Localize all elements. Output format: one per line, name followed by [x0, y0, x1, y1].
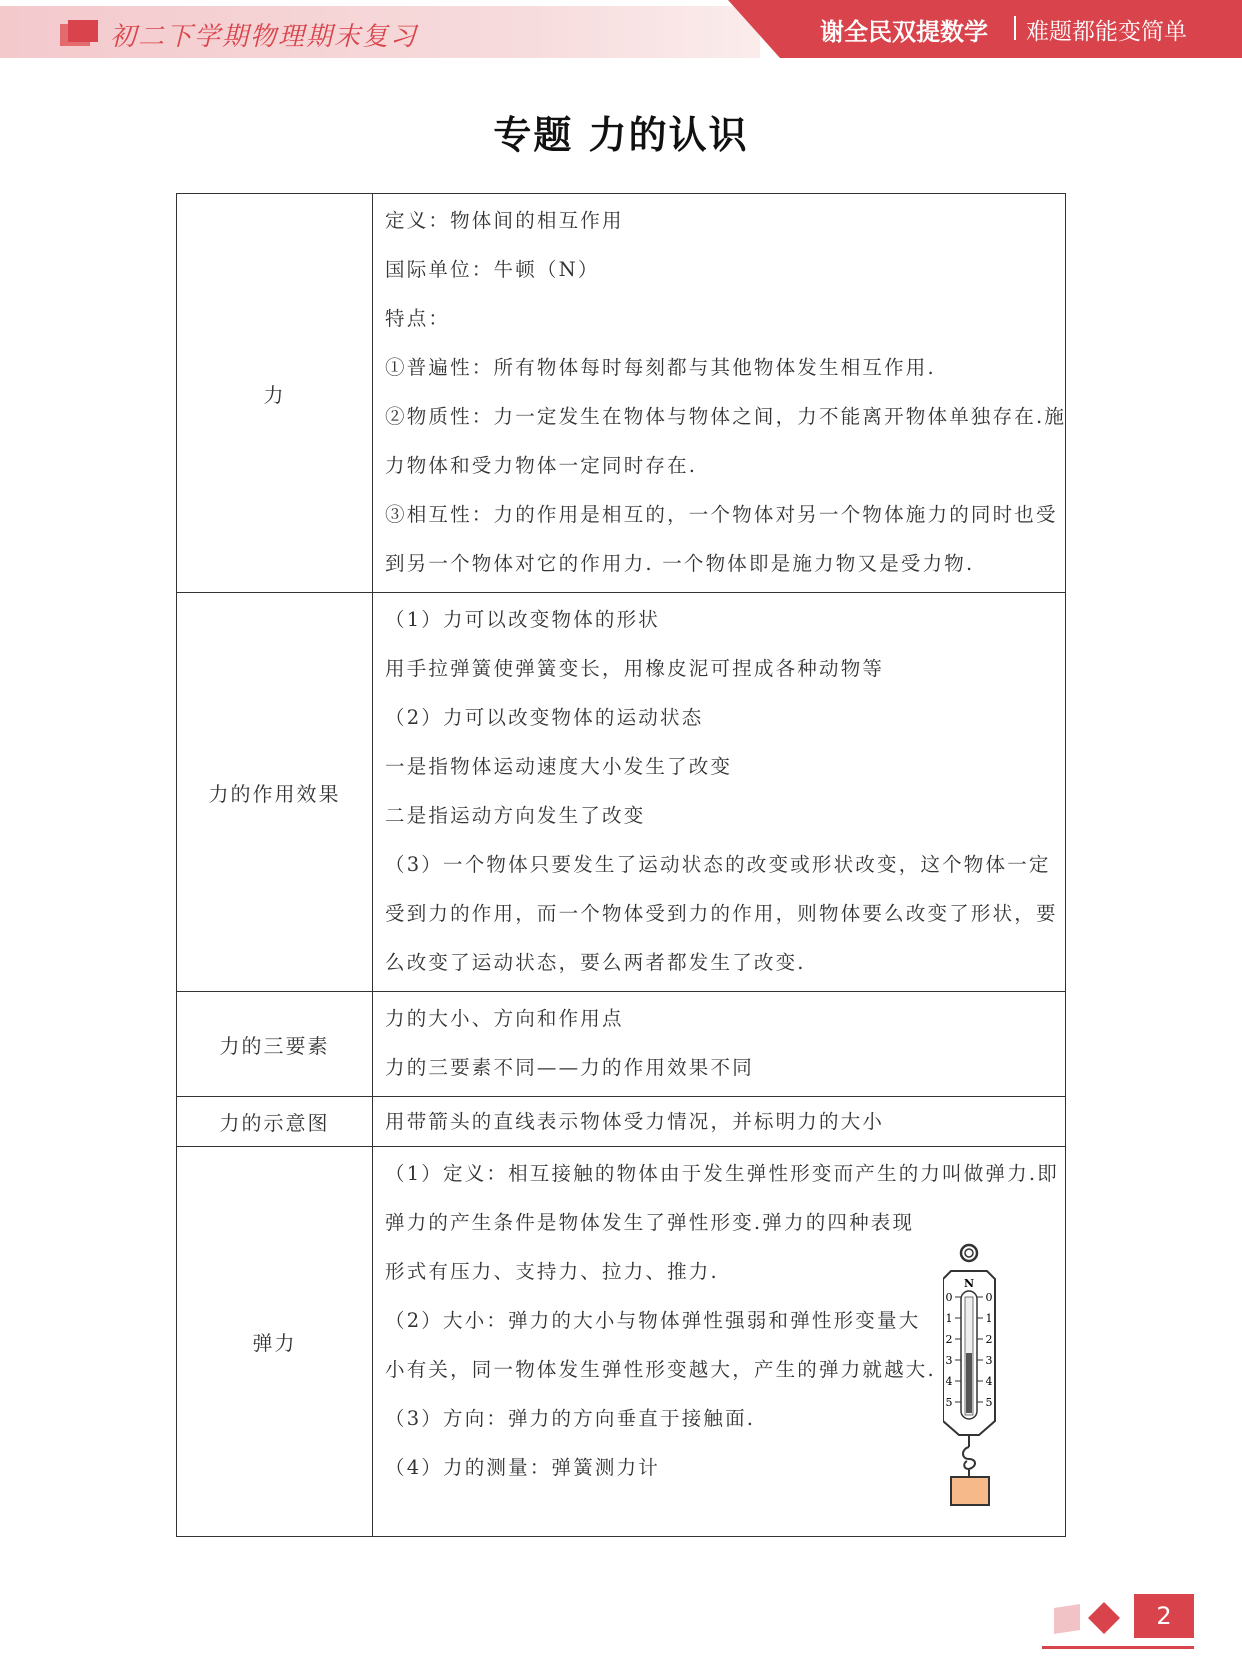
page-header [0, 0, 1242, 60]
header-brand: 谢全民双提数学 [820, 18, 988, 46]
row-content [373, 593, 1066, 992]
scale-tick-label: 4 [985, 1375, 993, 1388]
page-title: 专题 力的认识 [493, 113, 749, 157]
row-label: 弹力 [177, 1147, 373, 1537]
table-row [177, 1097, 1066, 1147]
row-label: 力 [177, 194, 373, 593]
content-line: ①普遍性：所有物体每时每刻都与其他物体发生相互作用. [385, 356, 936, 379]
scale-tick-label: 5 [945, 1396, 953, 1409]
footer-decoration-icon [1050, 1600, 1134, 1640]
content-line: 力物体和受力物体一定同时存在. [385, 454, 698, 477]
content-line: （3）方向：弹力的方向垂直于接触面. [385, 1407, 756, 1430]
content-line: （1）力可以改变物体的形状 [385, 608, 661, 631]
row-content [373, 1097, 1066, 1147]
content-line: （2）力可以改变物体的运动状态 [385, 706, 704, 729]
content-line: 一是指物体运动速度大小发生了改变 [385, 755, 733, 778]
table-row [177, 593, 1066, 992]
row-label: 力的示意图 [177, 1097, 373, 1147]
table-row [177, 194, 1066, 593]
content-line: ②物质性：力一定发生在物体与物体之间，力不能离开物体单独存在.施 [385, 405, 1067, 428]
row-label: 力的作用效果 [177, 593, 373, 992]
content-line: 受到力的作用，而一个物体受到力的作用，则物体要么改变了形状，要 [385, 902, 1058, 925]
footer-line [1042, 1646, 1194, 1649]
content-line: 国际单位：牛顿（N） [385, 258, 600, 281]
scale-tick-label: 0 [945, 1291, 953, 1304]
content-line: （4）力的测量：弹簧测力计 [385, 1456, 661, 1479]
page-number: 2 [1134, 1594, 1194, 1638]
content-line: 二是指运动方向发生了改变 [385, 804, 646, 827]
scale-tick-label: 0 [985, 1291, 993, 1304]
knowledge-table [176, 193, 1066, 1537]
content-line: 特点： [385, 307, 451, 330]
row-content [373, 992, 1066, 1097]
scale-tick-label: 1 [985, 1312, 993, 1325]
scale-tick-label: 3 [985, 1354, 993, 1367]
row-content [373, 1147, 1066, 1537]
content-line: 定义：物体间的相互作用 [385, 209, 624, 232]
scale-tick-label: 5 [985, 1396, 993, 1409]
content-line: 力的三要素不同——力的作用效果不同 [385, 1056, 754, 1079]
book-logo-icon [60, 20, 98, 46]
header-divider [1014, 16, 1016, 40]
content-line: ③相互性：力的作用是相互的，一个物体对另一个物体施力的同时也受 [385, 503, 1058, 526]
content-line: 小有关，同一物体发生弹性形变越大，产生的弹力就越大. [385, 1358, 936, 1381]
scale-unit-label: N [963, 1277, 975, 1290]
content-line: 么改变了运动状态，要么两者都发生了改变. [385, 951, 806, 974]
scale-tick-label: 3 [945, 1354, 953, 1367]
content-line: 用带箭头的直线表示物体受力情况，并标明力的大小 [385, 1110, 885, 1133]
spring-scale-illustration [943, 1243, 1013, 1513]
content-line: （3）一个物体只要发生了运动状态的改变或形状改变，这个物体一定 [385, 853, 1051, 876]
content-line: （1）定义：相互接触的物体由于发生弹性形变而产生的力叫做弹力.即 [385, 1162, 1060, 1185]
header-slogan: 难题都能变简单 [1026, 19, 1187, 45]
scale-tick-label: 2 [945, 1333, 953, 1346]
content-line: 用手拉弹簧使弹簧变长，用橡皮泥可捏成各种动物等 [385, 657, 885, 680]
content-line: 力的大小、方向和作用点 [385, 1007, 624, 1030]
content-line: （2）大小：弹力的大小与物体弹性强弱和弹性形变量大 [385, 1309, 921, 1332]
row-label: 力的三要素 [177, 992, 373, 1097]
scale-tick-label: 4 [945, 1375, 953, 1388]
scale-tick-label: 2 [985, 1333, 993, 1346]
header-title: 初二下学期物理期末复习 [110, 22, 419, 52]
table-row [177, 992, 1066, 1097]
content-line: 形式有压力、支持力、拉力、推力. [385, 1260, 719, 1283]
scale-tick-label: 1 [945, 1312, 953, 1325]
row-content [373, 194, 1066, 593]
content-line: 弹力的产生条件是物体发生了弹性形变.弹力的四种表现 [385, 1211, 915, 1234]
content-line: 到另一个物体对它的作用力. 一个物体即是施力物又是受力物. [385, 552, 975, 575]
table-row [177, 1147, 1066, 1537]
